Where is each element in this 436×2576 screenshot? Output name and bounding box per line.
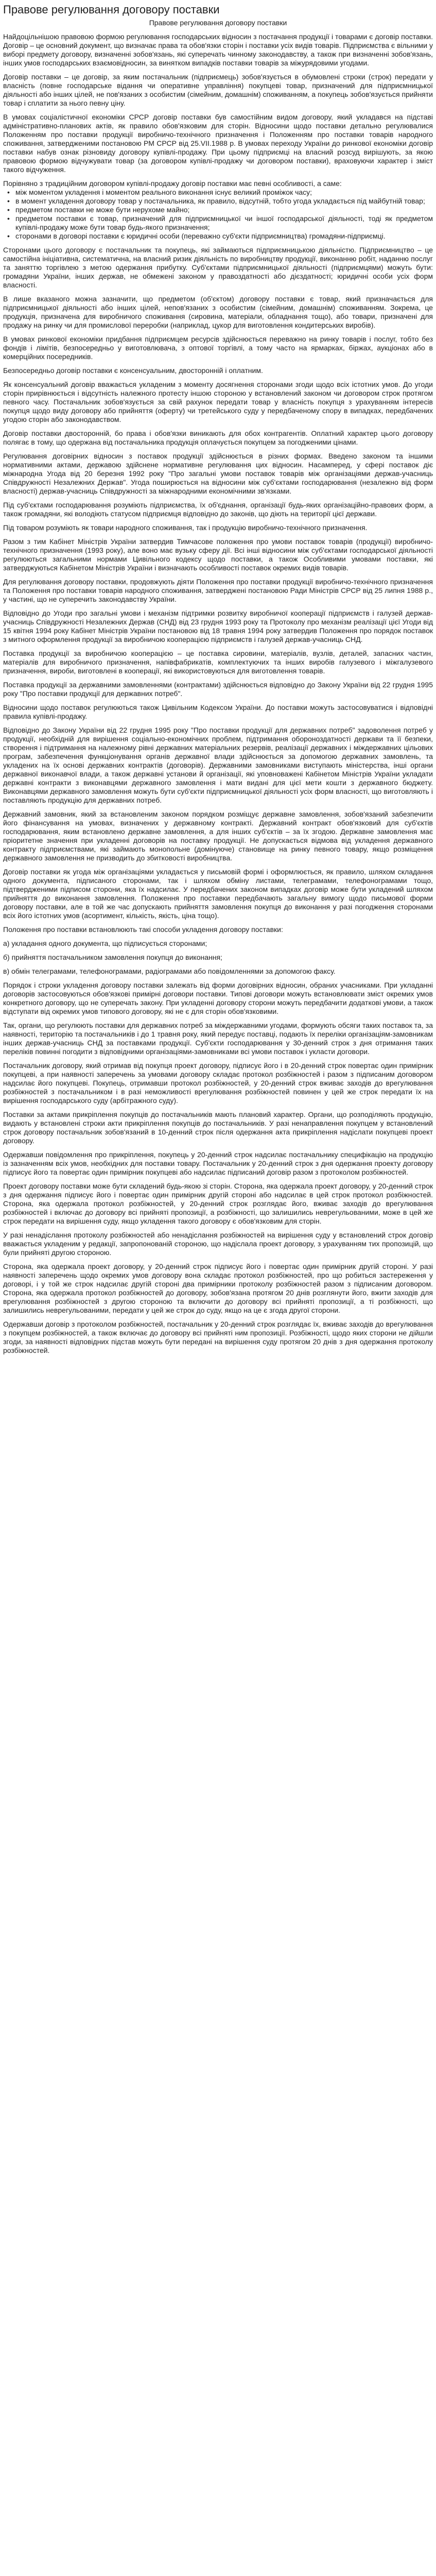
- page-title: Правове регулювання договору поставки: [3, 3, 220, 16]
- page-subtitle: Правове регулювання договору поставки: [149, 19, 287, 27]
- paragraph: Разом з тим Кабінет Міністрів України затвердив Тимчасове положення про умови поставок товарів (продукції) виробничо-технічного призначення (1993 року), але воно має вузьку сферу дії. Всі інші відносини між суб'єктами господарської діяльності регулюються загальними нормами Цивільного кодексу щодо поставки, а також Особливими умовами поставки, які затверджуються Кабінетом Міністрів України і визначають особливості поставок окремих видів товарів.: [3, 537, 433, 572]
- paragraph: В умовах ринкової економіки придбання підприємцем ресурсів здійснюється переважно на ринку товарів і послуг, тобто без фондів і лімітів, безпосередньо у виготовлювача, з оптової торгівлі, а тому часто на ярмарках, біржах, аукціонах або в комерційних посередників.: [3, 335, 433, 361]
- paragraph: Відносини щодо поставок регулюються також Цивільним Кодексом України. До поставки можуть застосовуватися і відповідні правила купівлі-продажу.: [3, 703, 433, 720]
- paragraph: Поставки за актами прикріплення покупців до постачальників мають плановий характер. Органи, що розподіляють продукцію, видають у встановлені строки акти прикріплення покупців до постачальників. У разі ненаправлення покупцем у встановлений строк договору постачальник зобов'язаний в 10-денний строк після одержання акта прикріплення надіслати покупцеві проект договору.: [3, 1110, 433, 1145]
- paragraph: Договір поставки як угода між організаціями укладається у письмовій формі і оформлюється, як правило, шляхом складання одного документа, підписаного сторонами, так і шляхом обміну листами, телеграмами, телефонограмами тощо, підтвердженими підписом сторони, яка їх надсилає. У передбачених законом випадках договір може бути укладений шляхом прийняття до виконання замовлення. Положення про поставки передбачають загальну вимогу щодо письмової форми договору поставки, але в той же час допускають прийняття замовлення покупця до виконання у разі погодження сторонами всіх його істотних умов (асортимент, кількість, якість, ціна тощо).: [3, 868, 433, 920]
- paragraph: Під товаром розуміють як товари народного споживання, так і продукцію виробничо-технічного призначення.: [3, 523, 368, 532]
- paragraph: а) укладання одного документа, що підписується сторонами;: [3, 939, 207, 947]
- document-body: [3, 32, 433, 1355]
- paragraph: У разі ненадіслання протоколу розбіжностей або ненадіслання розбіжностей на вирішення суду у встановлений строк договір вважається укладеним у редакції, запропонованій стороною, що надіслала проект договору, з урахуванням тих пропозицій, що були прийняті другою стороною.: [3, 1231, 433, 1257]
- paragraph: Одержавши договір з протоколом розбіжностей, постачальник у 20-денний строк розглядає їх, вживає заходів до врегулювання з покупцем розбіжностей, а також включає до договору всі прийняті ним пропозиції. Розбіжності, щодо яких сторони не дійшли згоди, за наявності відповідних підстав можуть бути передані на вирішення суду протягом 20 днів з дня одержання протоколу розбіжностей.: [3, 1320, 433, 1354]
- list-item: • в момент укладення договору товар у постачальника, як правило, відсутній, тобто угода укладається під майбутній товар;: [3, 197, 433, 206]
- paragraph: Для регулювання договору поставки, продовжують діяти Положення про поставки продукції виробничо-технічного призначення та Положення про поставки товарів народного споживання, затверджені постановою Ради Міністрів СРСР від 25 липня 1988 р., у частині, що не суперечить законодавству України.: [3, 578, 433, 603]
- paragraph: Порядок і строки укладення договору поставки залежать від форми договірних відносин, обраних учасниками. При укладанні договорів застосовуються обов'язкові примірні договори поставки. Типові договори можуть встановлювати зміст окремих умов конкретного договору, що не суперечать закону. При укладенні договору сторони можуть передбачити додаткові умови, а також відступати від окремих умов типового договору, які не є для сторін обов'язковими.: [3, 981, 433, 1015]
- paragraph: Сторонами цього договору є постачальник та покупець, які займаються підприємницькою діяльністю. Підприємництво – це самостійна ініціативна, систематична, на власний ризик діяльність по виробництву продукції, виконанню робіт, наданню послуг та заняттю торгівлею з метою одержання прибутку. Суб'єктами підприємницької діяльності (підприємцями) можуть бути: громадяни України, інших держав, не обмежені законом у правоздатності або дієздатності; юридичні особи усіх форм власності.: [3, 246, 433, 289]
- paragraph: Під суб'єктами господарювання розуміють підприємства, їх об'єднання, організації будь-яких організаційно-правових форм, а також громадяни, які володіють статусом підприємця відповідно до законів, що діють на території цієї держави.: [3, 501, 433, 518]
- paragraph: Безпосередньо договір поставки є консенсуальним, двосторонній і оплатним.: [3, 366, 263, 375]
- paragraph: В лише вказаного можна зазначити, що предметом (об'єктом) договору поставки є товар, який призначається для підприємницької діяльності або інших цілей, непов'язаних з особистим (сімейним, домашнім) споживанням. Зокрема, це продукція, призначена для виробничого споживання (сировина, матеріали, обладнання тощо), або товари, призначені для продажу на ринку чи для промислової переробки (наприклад, цукор для виготовлення кондитерських виробів).: [3, 295, 433, 329]
- paragraph: Відповідно до Угоди про загальні умови і механізм підтримки розвитку виробничої кооперації підприємств і галузей держав-учасниць Співдружності Незалежних Держав (СНД) від 23 грудня 1993 року та Протоколу про механізм реалізації цієї Угоди від 15 квітня 1994 року Кабінет Міністрів України постановою від 18 травня 1994 року затвердив Положення про порядок поставок з митного оформлення продукції за виробничою кооперацією підприємств і галузей держав-учасниць СНД.: [3, 609, 433, 643]
- paragraph: В умовах соціалістичної економіки СРСР договір поставки був самостійним видом договору, який укладався на підставі адміністративно-планових актів, як правило обов'язковим для сторін. Відносини щодо поставки детально регулювалися Положенням про поставки продукції виробничо-технічного призначення і Положенням про поставки товарів народного споживання, затвердженими постановою РМ СРСР від 25.VII.1988 р. В умовах переходу України до ринкової економіки договір поставки набув ознак різновиду договору купівлі-продажу. При цьому підприємці на власний розсуд вирішують, за якою правовою формою відчужувати товар (за договором купівлі-продажу чи договором поставки), враховуючи характер і зміст такого відчуження.: [3, 113, 433, 174]
- paragraph: Одержавши повідомлення про прикріплення, покупець у 20-денний строк надсилає постачальнику специфікацію на продукцію із зазначенням всіх умов, необхідних для поставки товару. Постачальник у 20-денний строк з дня одержання проекту договору підписує його та повертає один примірник покупцеві або надсилає підписаний договір разом з протоколом розбіжностей.: [3, 1150, 433, 1176]
- paragraph: Як консенсуальний договір вважається укладеним з моменту досягнення сторонами згоди щодо всіх істотних умов. До угоди сторін прирівнюється і відсутність належного протесту іншою стороною у встановлений законом чи договором строк протягом певного часу. Постачальник зобов'язується за свій рахунок передати товар у власність покупця з урахуванням інтересів покупця щодо виду договору або прийняття (оферту) чи третейського суду у передбаченому спору в випадках, передбачених угодою сторін або законодавством.: [3, 380, 433, 423]
- paragraph: Договір поставки двосторонній, бо права і обов'язки виникають для обох контрагентів. Оплатний характер цього договору полягає в тому, що одержана від постачальника продукція оплачується покупцем за погодженими цінами.: [3, 429, 433, 446]
- list-item: • між моментом укладення і моментом реального виконання існує великий проміжок часу;: [3, 188, 433, 197]
- paragraph: Державний замовник, який за встановленим законом порядком розміщує державне замовлення, зобов'язаний забезпечити його фінансування на умовах, визначених у державному контракті. Державний контракт обов'язковий для суб'єктів господарювання, яким встановлено державне замовлення, а для інших суб'єктів – за їх згодою. Державне замовлення має пріоритетне значення при укладенні договорів на поставку продукції. Не допускається відмова від укладення державного контракту підприємствами, які займають монопольне (домінуюче) становище на ринку певного товару, якщо розміщення державного замовлення не призводить до збитковості виробництва.: [3, 810, 433, 862]
- paragraph: Поставка продукції за виробничою кооперацією – це поставка сировини, матеріалів, вузлів, деталей, запасних частин, матеріалів для виробничого призначення, напівфабрикатів, комплектуючих та інших виробів галузевого і міжгалузевого призначення, вироби, виготовлені в кооперації, які використовуються для виготовлення товарів.: [3, 649, 433, 675]
- paragraph: в) обмін телеграмами, телефонограмами, радіограмами або повідомленнями за допомогою факсу.: [3, 967, 336, 975]
- list-item: • предметом поставки не може бути нерухоме майно;: [3, 206, 433, 214]
- paragraph: Так, органи, що регулюють поставки для державних потреб за міждержавними угодами, формують обсяги таких поставок та, за наявності, територію та постачальників і до 1 травня року, який передує поставці, подають їх переліки організаціям-замовникам інших держав-учасниць СНД за поставками продукції. Суб'єкти господарювання у 30-денний строк з дня отримання таких переліків повинні погодити з відповідними організаціями-замовниками всі умови поставок і укласти договори.: [3, 1021, 433, 1056]
- paragraph: Постачальник договору, який отримав від покупця проект договору, підписує його і в 20-денний строк повертає один примірник покупцеві, а при наявності заперечень за умовами договору складає протокол розбіжностей і разом з підписаним договором надсилає його покупцеві. Покупець, отримавши протокол розбіжностей, у 20-денний строк вживає заходів до врегулювання розбіжностей з постачальником і в разі неможливості врегулювання розбіжностей повинен у цей же строк передати їх на вирішення господарського суду (арбітражного суду).: [3, 1061, 433, 1105]
- paragraph: Регулювання договірних відносин з поставок продукції здійснюється в різних формах. Введено законом та іншими нормативними актами, державою здійснене нормативне регулювання цих відносин. Насамперед, у сфері поставок діє міжнародна Угода від 20 березня 1992 року "Про загальні умови поставок товарів між організаціями держав-учасниць Співдружності Незалежних Держав". Угода поширюється на відносини між суб'єктами господарювання (незалежно від форм власності) держав-учасниць Співдружності за міжнародними економічними зв'язками.: [3, 452, 433, 495]
- paragraph: Найдоцільнішою правовою формою регулювання господарських відносин з постачання продукції і товарами є договір поставки. Договір – це основний документ, що визначає права та обов'язки сторін і поставки усіх видів товарів. Підприємства є вільними у виборі предмету договору, визначенні зобов'язань, які суперечать чинному законодавству, а також при визначенні зобов'язань, інших умов господарських взаємовідносин, за винятком випадків поставки товарів за міжурядовими угодами.: [3, 32, 433, 67]
- paragraph: Поставка продукції за державними замовленнями (контрактами) здійснюється відповідно до Закону України від 22 грудня 1995 року "Про поставки продукції для державних потреб".: [3, 681, 433, 698]
- list-item: • предметом поставки є товар, призначений для підприємницької чи іншої господарської діяльності, тоді як предметом купівлі-продажу може бути товар будь-якого призначення;: [3, 214, 433, 232]
- paragraph: б) прийняття постачальником замовлення покупця до виконання;: [3, 953, 222, 961]
- paragraph: Відповідно до Закону України від 22 грудня 1995 року "Про поставки продукції для державних потреб" задоволення потреб у продукції, необхідній для вирішення соціально-економічних проблем, підтримання обороноздатності держави та її безпеки, створення і підтримання на належному рівні державних матеріальних резервів, реалізації державних і міждержавних цільових програм, забезпечення функціонування органів державної влади здійснюється за допомогою державних замовлень, та укладених на їх основі державних контрактів (договорів). Державними замовниками виступають міністерства, інші органи державної виконавчої влади, а також державні установи й організації, які уповноважені Кабінетом Міністрів України укладати державні контракти з виконавцями державного замовлення і мати видані для цієї мети кошти з державного бюджету. Виконавцями державного замовлення можуть бути суб'єкти підприємницької діяльності усіх форм власності, що виготовляють і поставляють продукцію для державних потреб.: [3, 726, 433, 804]
- paragraph: Договір поставки – це договір, за яким постачальник (підприємець) зобов'язується в обумовлені строки (строк) передати у власність (повне господарське відання чи оперативне управління) покупцеві товар, призначений для підприємницької діяльності або інших цілей, не пов'язаних з особистим (сімейним, домашнім) споживанням, а покупець зобов'язується прийняти товар і сплатити за нього певну ціну.: [3, 73, 433, 107]
- bullet-list: [3, 188, 433, 241]
- paragraph: Сторона, яка одержала проект договору, у 20-денний строк підписує його і повертає один примірник другій стороні. У разі наявності заперечень щодо окремих умов договору вона складає протокол розбіжностей, про що робиться застереження у договорі, і у той же строк надсилає другій стороні два примірники протоколу розбіжностей разом з підписаним договором. Сторона, яка одержала протокол розбіжностей до договору, зобов'язана протягом 20 днів розглянути його, вжити заходів для врегулювання розбіжностей з другою стороною та включити до договору всі прийняті пропозиції, а ті розбіжності, що залишились неврегульованими, передати у цей же строк до суду, якщо на це є згода другої сторони.: [3, 1262, 433, 1314]
- paragraph: Проект договору поставки може бути складений будь-якою зі сторін. Сторона, яка одержала проект договору, у 20-денний строк з дня одержання підписує його і повертає один примірник другій стороні або надсилає в цей строк протокол розбіжностей. Сторона, яка одержала протокол розбіжностей, у 20-денний строк розглядає його, вживає заходів до врегулювання розбіжностей і включає до договору всі прийняті пропозиції, а розбіжності, що залишились неврегульованими, може в цей же строк передати на вирішення суду, якщо укладення такого договору є обов'язковим для сторін.: [3, 1182, 433, 1225]
- list-item: • сторонами в договорі поставки є юридичні особи (переважно суб'єкти підприємництва) громадяни-підприємці.: [3, 232, 433, 241]
- paragraph: Порівняно з традиційним договором купівлі-продажу договір поставки має певні особливості, а саме:: [3, 179, 342, 188]
- paragraph: Положення про поставки встановлюють такі способи укладення договору поставки:: [3, 925, 283, 934]
